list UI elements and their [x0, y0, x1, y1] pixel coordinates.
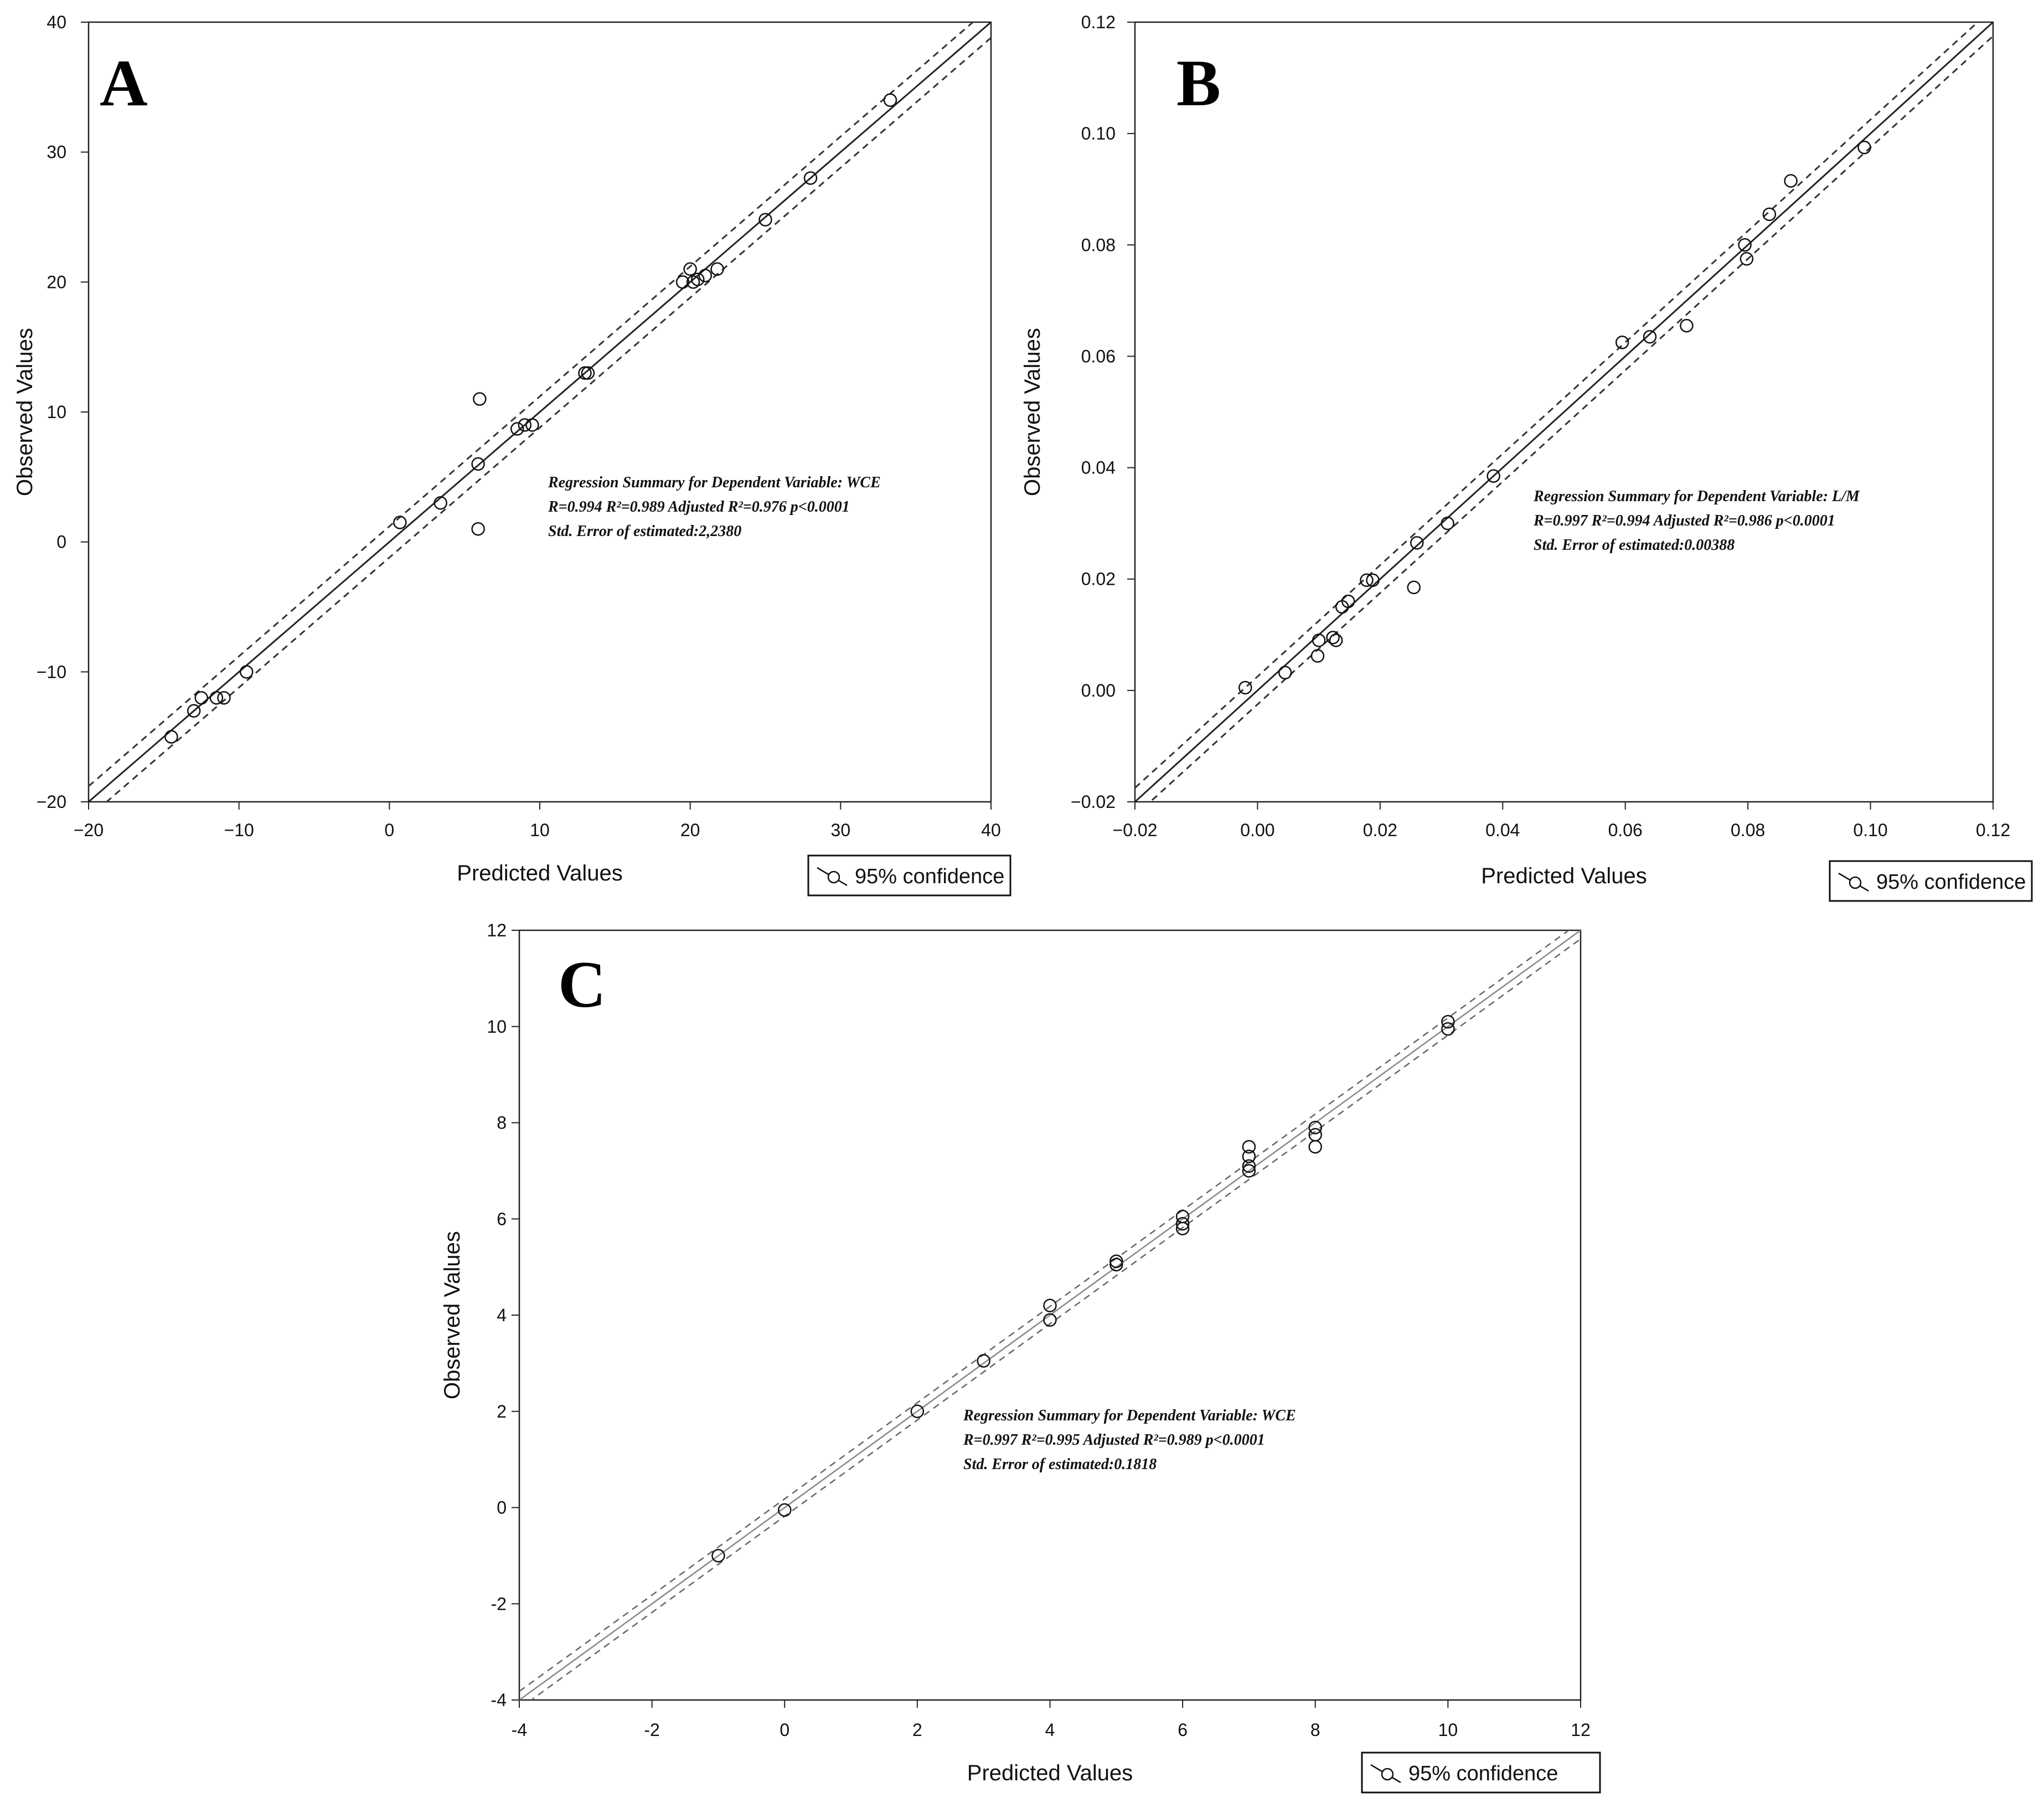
x-tick-label: 0.08	[1731, 820, 1766, 840]
x-tick-label: 8	[1310, 1720, 1320, 1740]
x-tick-label: 0	[384, 820, 395, 840]
legend-marker-icon	[828, 872, 839, 883]
y-axis-title: Observed Values	[13, 328, 37, 496]
y-tick-label: 0.12	[1081, 12, 1116, 32]
x-tick-label: -4	[511, 1720, 528, 1740]
x-tick-label: −20	[73, 820, 104, 840]
y-tick-label: 2	[497, 1401, 507, 1421]
y-tick-label: 0.00	[1081, 680, 1116, 700]
x-tick-label: 0	[780, 1720, 790, 1740]
regression-summary-line: Regression Summary for Dependent Variable: WCE	[548, 474, 881, 491]
x-axis-title: Predicted Values	[457, 861, 623, 885]
y-tick-label: 12	[487, 920, 507, 940]
regression-summary-line: R=0.997 R²=0.994 Adjusted R²=0.986 p<0.0001	[1534, 512, 1835, 529]
y-tick-label: -2	[491, 1594, 507, 1614]
x-tick-label: 0.04	[1485, 820, 1520, 840]
x-tick-label: 12	[1571, 1720, 1591, 1740]
x-axis-title: Predicted Values	[1481, 864, 1647, 888]
legend-label: 95% confidence	[1408, 1762, 1558, 1785]
y-tick-label: 40	[47, 12, 66, 32]
legend-marker-icon	[1850, 877, 1861, 888]
y-tick-label: 20	[47, 272, 66, 292]
x-tick-label: 20	[680, 820, 700, 840]
x-tick-label: −10	[224, 820, 254, 840]
y-tick-label: −10	[36, 662, 66, 682]
regression-summary-line: Regression Summary for Dependent Variable: L/M	[1534, 488, 1860, 505]
x-tick-label: -2	[644, 1720, 660, 1740]
x-tick-label: 30	[830, 820, 851, 840]
y-tick-label: 6	[497, 1209, 507, 1229]
y-tick-label: 0.08	[1081, 235, 1116, 255]
panel-letter: C	[558, 947, 606, 1021]
legend	[1830, 861, 2032, 901]
y-tick-label: −20	[36, 792, 66, 812]
y-tick-label: 0.02	[1081, 569, 1116, 589]
x-tick-label: 40	[981, 820, 1001, 840]
y-tick-label: 10	[47, 402, 66, 422]
legend	[1362, 1753, 1600, 1792]
x-tick-label: 4	[1045, 1720, 1055, 1740]
y-tick-label: 10	[487, 1016, 507, 1037]
legend	[808, 856, 1010, 895]
y-tick-label: −0.02	[1071, 792, 1116, 812]
x-tick-label: 0.06	[1608, 820, 1643, 840]
panel-letter: B	[1176, 46, 1221, 120]
y-tick-label: 0	[56, 532, 66, 552]
regression-summary-line: R=0.997 R²=0.995 Adjusted R²=0.989 p<0.0001	[963, 1431, 1265, 1449]
y-tick-label: 0.10	[1081, 123, 1116, 144]
regression-summary-line: Std. Error of estimated:2,2380	[548, 523, 742, 540]
legend-marker-icon	[1382, 1769, 1393, 1780]
y-tick-label: 4	[497, 1305, 507, 1325]
x-tick-label: −0.02	[1112, 820, 1158, 840]
y-axis-title: Observed Values	[440, 1231, 464, 1399]
x-tick-label: 0.02	[1362, 820, 1397, 840]
x-tick-label: 2	[912, 1720, 922, 1740]
x-tick-label: 6	[1178, 1720, 1188, 1740]
regression-summary-line: Std. Error of estimated:0.00388	[1534, 537, 1735, 554]
y-axis-title: Observed Values	[1020, 328, 1045, 496]
y-tick-label: 30	[47, 142, 66, 162]
y-tick-label: 8	[497, 1112, 507, 1133]
regression-summary-line: Std. Error of estimated:0.1818	[963, 1456, 1157, 1473]
x-tick-label: 10	[1438, 1720, 1458, 1740]
panel-letter: A	[100, 46, 148, 120]
x-tick-label: 0.12	[1975, 820, 2011, 840]
y-tick-label: 0.04	[1081, 457, 1116, 478]
legend-label: 95% confidence	[855, 865, 1005, 888]
y-tick-label: 0	[497, 1497, 507, 1518]
x-tick-label: 0.00	[1240, 820, 1275, 840]
x-axis-title: Predicted Values	[967, 1761, 1133, 1785]
legend-label: 95% confidence	[1876, 870, 2026, 894]
y-tick-label: 0.06	[1081, 346, 1116, 367]
y-tick-label: -4	[491, 1690, 507, 1710]
x-tick-label: 10	[530, 820, 550, 840]
regression-summary-line: R=0.994 R²=0.989 Adjusted R²=0.976 p<0.0001	[548, 498, 850, 516]
x-tick-label: 0.10	[1853, 820, 1888, 840]
regression-summary-line: Regression Summary for Dependent Variable: WCE	[963, 1407, 1296, 1424]
